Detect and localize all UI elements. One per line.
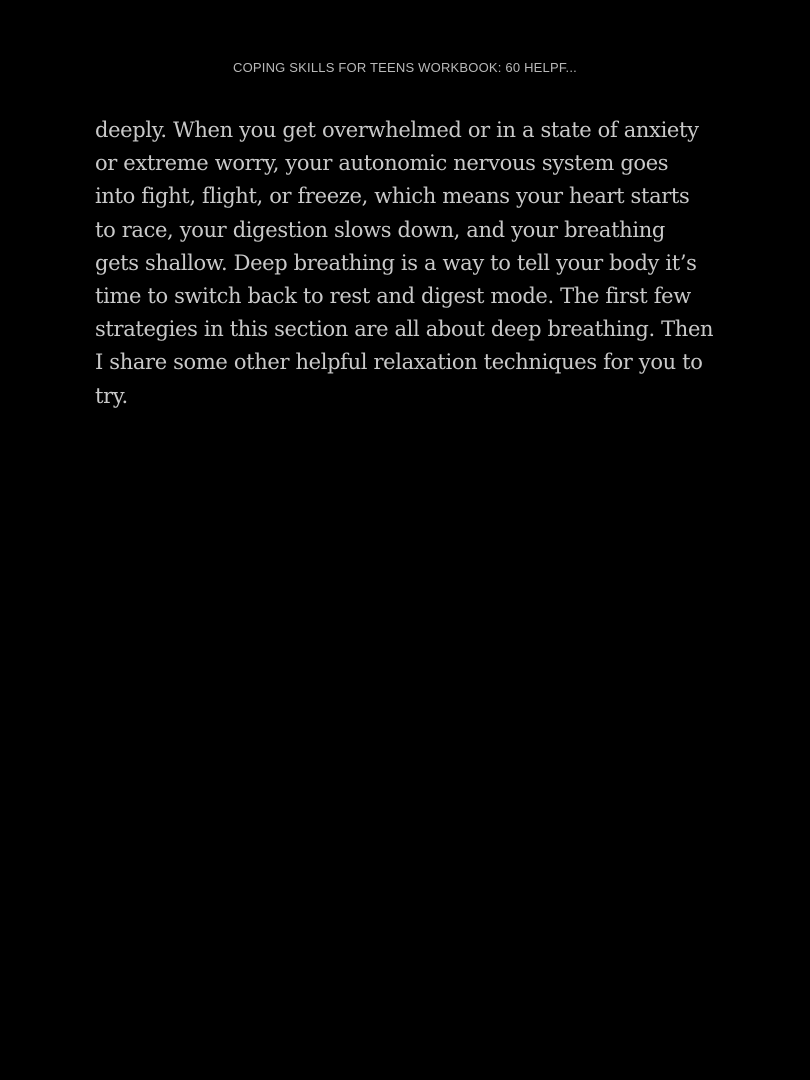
text-line: to race, your digestion slows down, and your breathing [95,217,665,242]
text-line: I share some other helpful relaxation techniques for you to [95,350,703,375]
book-title: COPING SKILLS FOR TEENS WORKBOOK: 60 HELPF... [233,60,577,75]
text-line: into fight, flight, or freeze, which means your heart starts [95,184,690,209]
text-line: strategies in this section are all about deep breathing. Then [95,317,714,342]
paragraph [95,114,725,413]
text-line: time to switch back to rest and digest mode. The first few [95,284,691,309]
text-line: try. [95,383,128,408]
text-line: deeply. When you get overwhelmed or in a state of anxiety [95,118,699,142]
text-line: or extreme worry, your autonomic nervous system goes [95,151,669,176]
page-content [95,114,725,413]
text-line: gets shallow. Deep breathing is a way to tell your body it’s [95,250,697,275]
